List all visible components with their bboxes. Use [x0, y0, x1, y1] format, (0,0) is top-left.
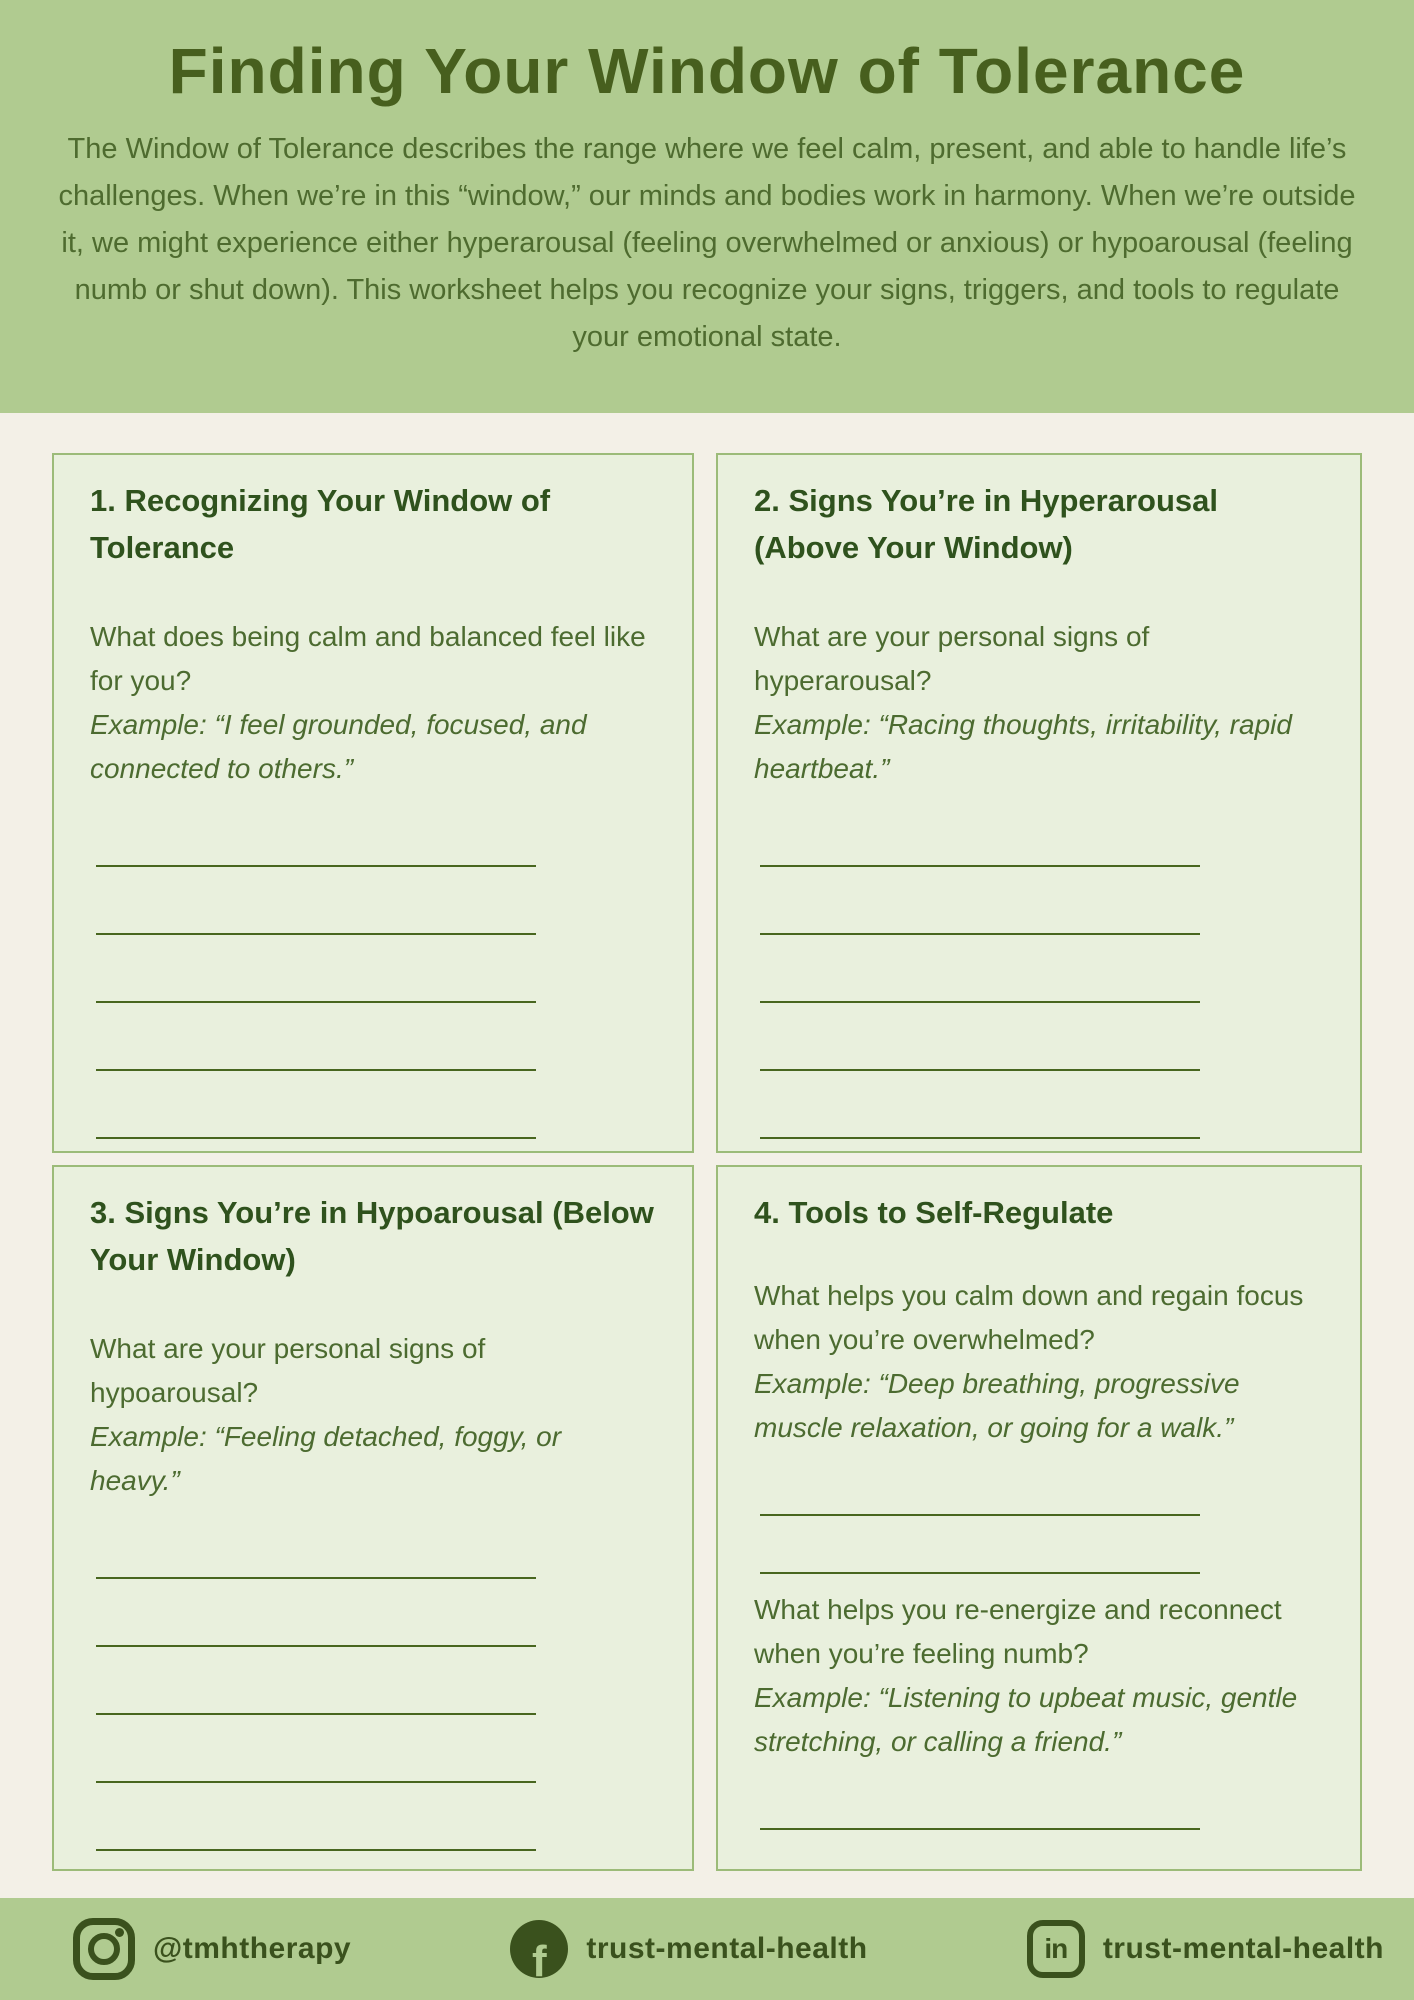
write-line: [96, 799, 536, 867]
section-example: Example: “Racing thoughts, irritability, rapid heartbeat.”: [754, 709, 1292, 784]
social-handle: trust-mental-health: [1102, 1932, 1384, 1965]
write-line: [760, 1772, 1200, 1830]
social-instagram: [73, 1918, 351, 1980]
write-line: [760, 935, 1200, 1003]
write-lines-group: [754, 1458, 1326, 1574]
write-line: [96, 935, 536, 1003]
write-line: [96, 1071, 536, 1139]
footer: [0, 1898, 1414, 2000]
section-example: Example: “Listening to upbeat music, gentle stretching, or calling a friend.”: [754, 1682, 1298, 1757]
section-question: What are your personal signs of hyperarousal?: [754, 621, 1150, 696]
write-line: [760, 1071, 1200, 1139]
write-line: [96, 867, 536, 935]
write-line: [96, 1003, 536, 1071]
write-lines-group: [90, 1511, 658, 1851]
page-title: Finding Your Window of Tolerance: [168, 35, 1246, 107]
section-heading: 1. Recognizing Your Window of Tolerance: [90, 483, 551, 565]
social-linkedin: [1027, 1920, 1384, 1978]
section-question: What does being calm and balanced feel like for you?: [90, 621, 646, 696]
write-line: [760, 799, 1200, 867]
section-box-hyperarousal: [716, 453, 1362, 1153]
social-handle: @tmhtherapy: [153, 1932, 352, 1965]
write-lines-group: [754, 799, 1326, 1139]
write-line: [760, 867, 1200, 935]
section-heading: 4. Tools to Self-Regulate: [754, 1195, 1114, 1230]
write-line: [760, 1516, 1200, 1574]
write-line: [96, 1511, 536, 1579]
write-lines-group: [90, 799, 658, 1139]
facebook-f-glyph: f: [532, 1937, 547, 1978]
write-line: [96, 1783, 536, 1851]
section-question: What are your personal signs of hypoarousal?: [90, 1333, 486, 1408]
section-example: Example: “I feel grounded, focused, and connected to others.”: [90, 709, 587, 784]
write-line: [760, 1830, 1200, 1871]
social-facebook: [510, 1920, 867, 1978]
facebook-icon: [510, 1920, 568, 1978]
section-heading: 3. Signs You’re in Hypoarousal (Below Your Window): [90, 1195, 654, 1277]
instagram-icon: [73, 1918, 135, 1980]
write-line: [760, 1003, 1200, 1071]
worksheet-grid: [52, 453, 1362, 1871]
section-heading: 2. Signs You’re in Hyperarousal (Above Your Window): [754, 483, 1219, 565]
linkedin-in-glyph: in: [1044, 1933, 1068, 1964]
write-line: [96, 1647, 536, 1715]
linkedin-icon: [1027, 1920, 1085, 1978]
section-example: Example: “Feeling detached, foggy, or heavy.”: [90, 1421, 562, 1496]
section-example: Example: “Deep breathing, progressive muscle relaxation, or going for a walk.”: [754, 1368, 1240, 1443]
write-line: [96, 1715, 536, 1783]
intro-text: The Window of Tolerance describes the range where we feel calm, present, and able to handle life’s challenges. When we’re in this “window,” our minds and bodies work in harmony. When we’re outside it, we might experience either hyperarousal (feeling overwhelmed or anxious) or hypoarousal (feeling numb or shut down). This worksheet helps you recognize your signs, triggers, and tools to regulate your emotional state.: [58, 132, 1356, 353]
header: [0, 0, 1414, 413]
write-line: [96, 1579, 536, 1647]
section-box-self-regulate: [716, 1165, 1362, 1871]
section-question: What helps you calm down and regain focus when you’re overwhelmed?: [754, 1280, 1304, 1355]
section-question: What helps you re-energize and reconnect when you’re feeling numb?: [754, 1594, 1282, 1669]
section-box-recognizing-window: [52, 453, 694, 1153]
social-handle: trust-mental-health: [586, 1932, 868, 1965]
write-line: [760, 1458, 1200, 1516]
write-lines-group: [754, 1772, 1326, 1871]
section-box-hypoarousal: [52, 1165, 694, 1871]
